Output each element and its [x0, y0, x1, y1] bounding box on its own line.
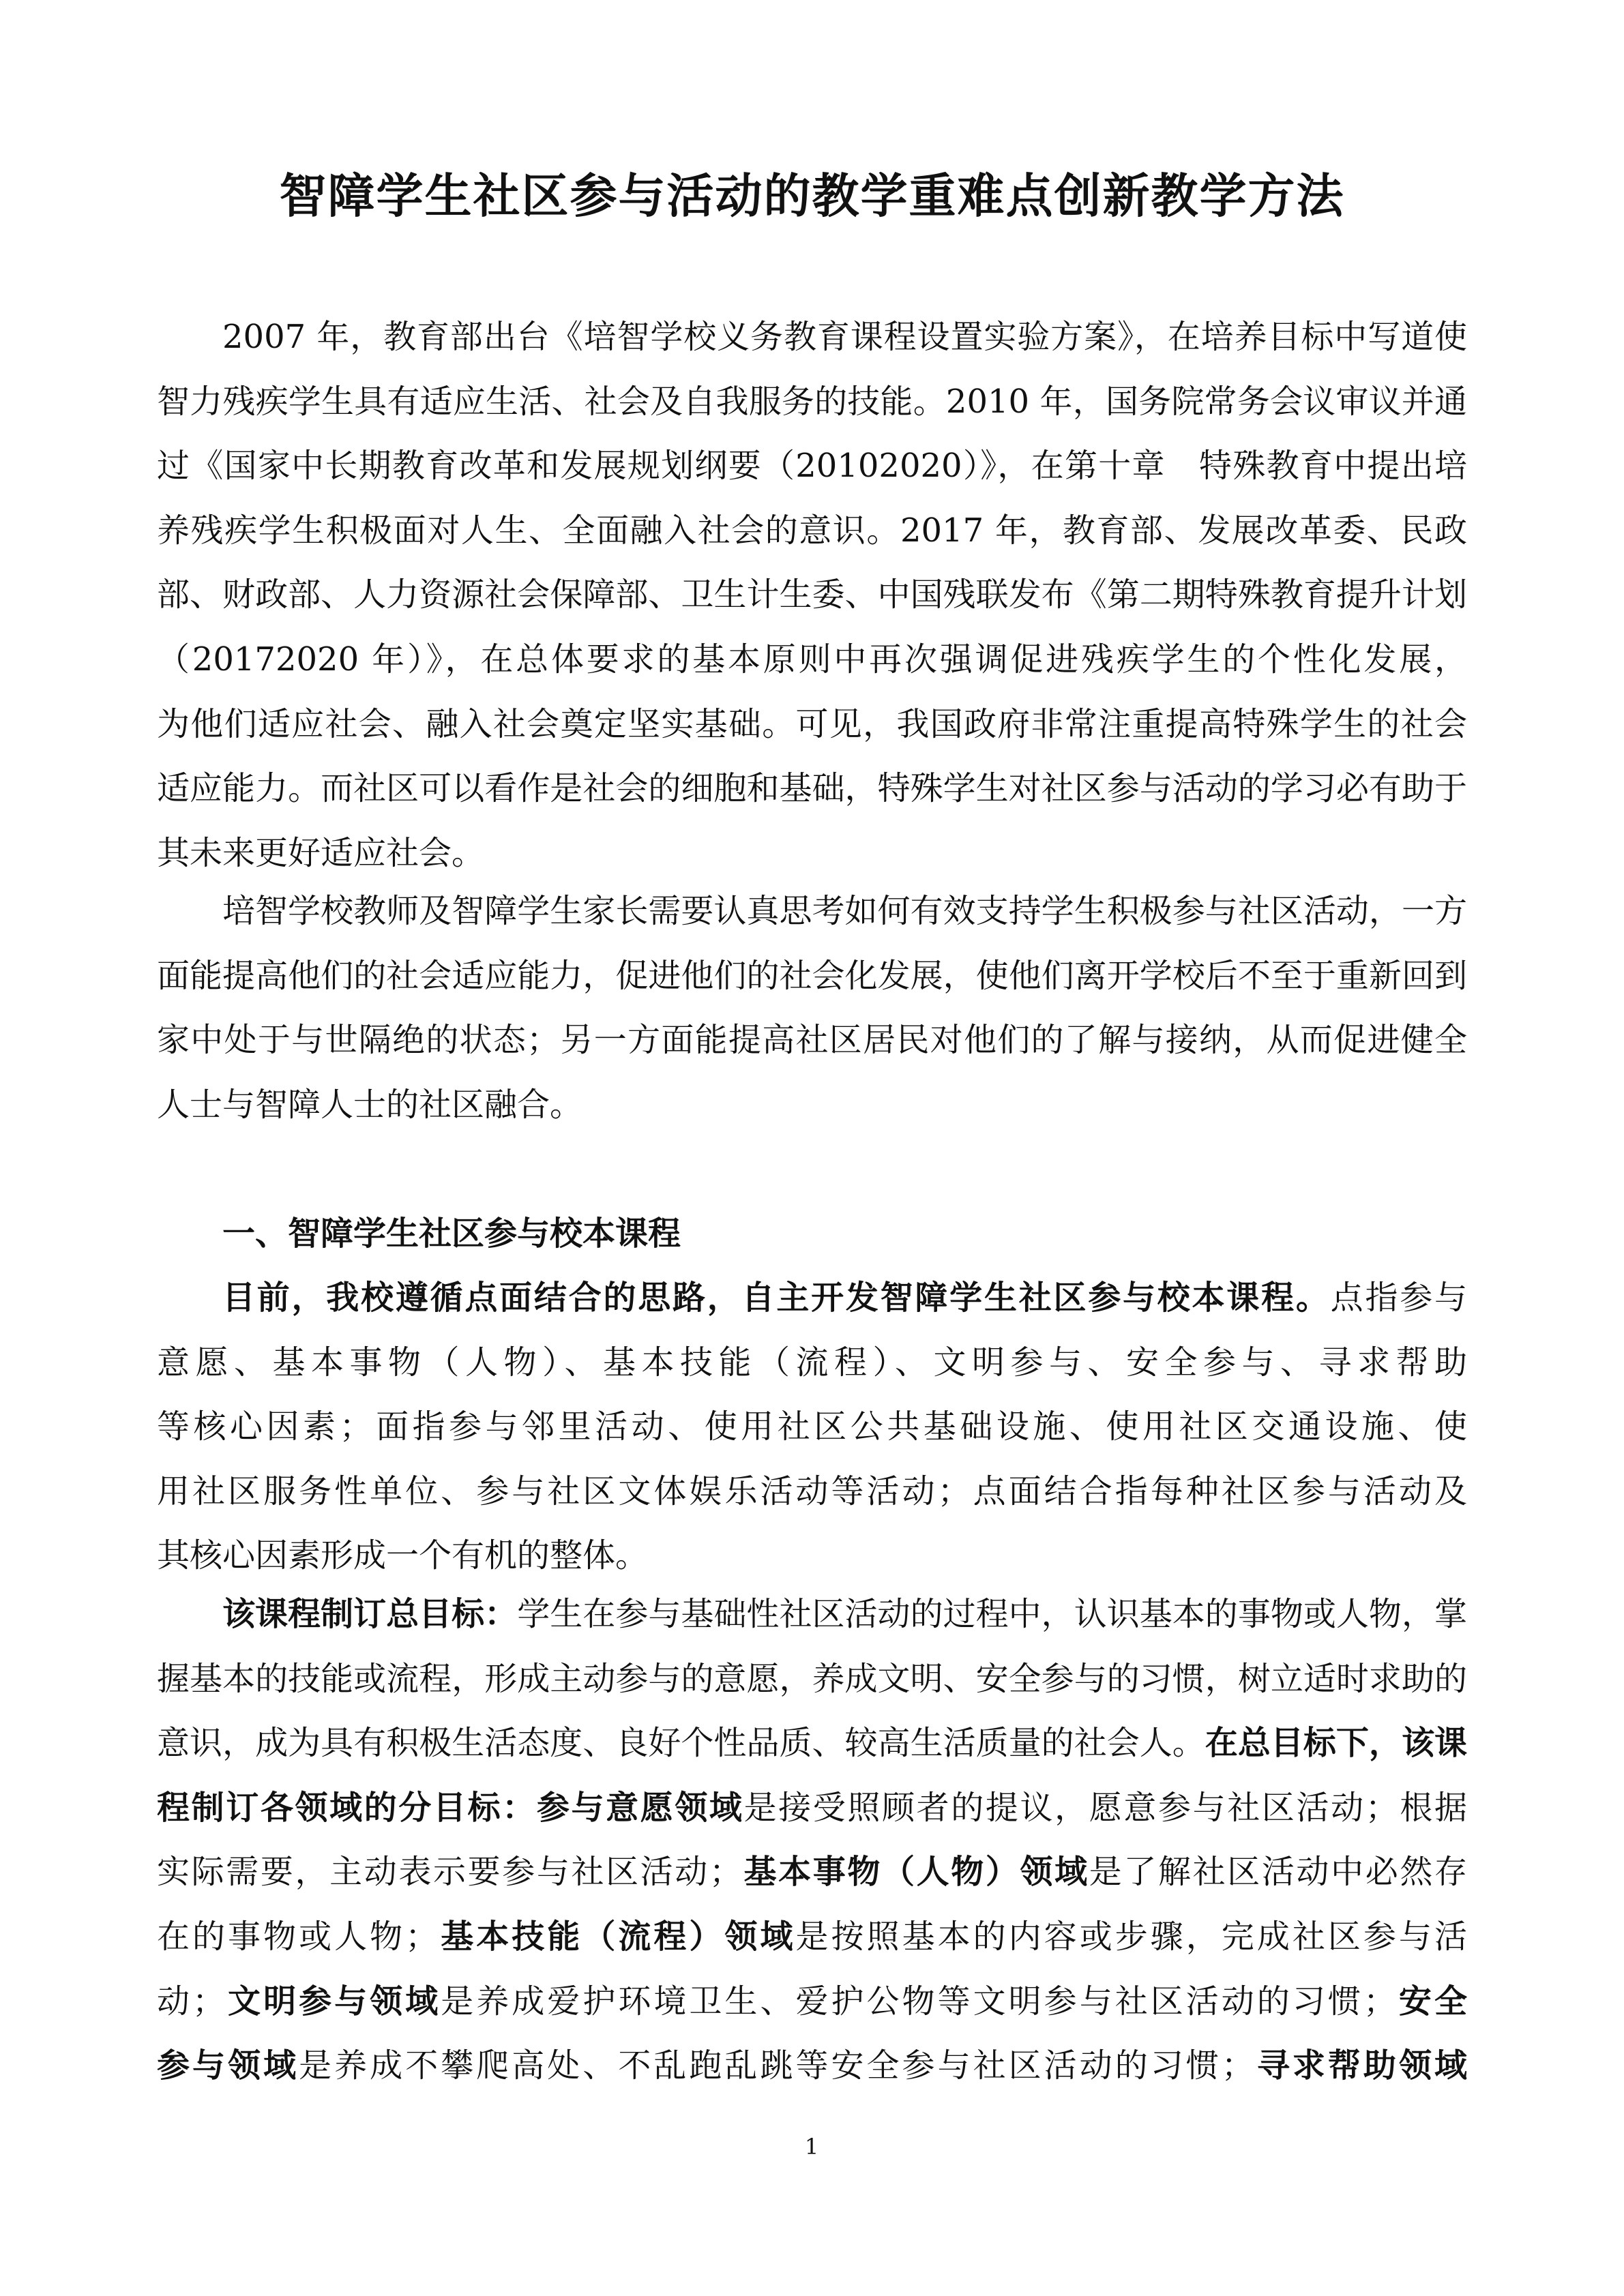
paragraph-line: 等核心因素；面指参与邻里活动、使用社区公共基础设施、使用社区交通设施、使	[157, 1407, 1467, 1446]
inline-text: 动；	[157, 1982, 226, 2021]
inline-text: 是养成不攀爬高处、不乱跑乱跳等安全参与社区活动的习惯；	[299, 2046, 1254, 2085]
bold-lead-text: 目前，我校遵循点面结合的思路，自主开发智障学生社区参与校本课程。	[222, 1279, 1331, 1317]
paragraph-line: 为他们适应社会、融入社会奠定坚实基础。可见，我国政府非常注重提高特殊学生的社会	[157, 704, 1467, 743]
bold-inline-text: 安全	[1396, 1982, 1467, 2021]
bold-lead-text: 该课程制订总目标：	[222, 1595, 518, 1633]
bold-inline-text: 寻求帮助领域	[1254, 2046, 1467, 2085]
paragraph-line	[157, 1582, 1467, 1647]
paragraph-line: 适应能力。而社区可以看作是社会的细胞和基础，特殊学生对社区参与活动的学习必有助于	[157, 769, 1467, 808]
bold-inline-text: 基本技能（流程）领域	[438, 1917, 796, 1956]
section-heading-text: 一、智障学生社区参与校本课程	[222, 1214, 681, 1253]
page-number: 1	[804, 2134, 819, 2160]
paragraph-line	[157, 1969, 1467, 2034]
paragraph-curriculum-overview	[157, 1266, 1467, 1588]
paragraph-line	[157, 1840, 1467, 1905]
bold-inline-text: 文明参与领域	[225, 1982, 441, 2021]
paragraph-community-integration	[157, 879, 1467, 1137]
inline-text: 是接受照顾者的提议，愿意参与社区活动；根据	[743, 1788, 1467, 1827]
inline-text: 学生在参与基础性社区活动的过程中，认识基本的事物或人物，掌	[517, 1595, 1467, 1633]
bold-inline-text: 参与领域	[157, 2046, 299, 2085]
paragraph-line: 其核心因素形成一个有机的整体。	[157, 1536, 649, 1575]
paragraph-line: 家中处于与世隔绝的状态；另一方面能提高社区居民对他们的了解与接纳，从而促进健全	[157, 1021, 1467, 1060]
paragraph-line	[157, 2033, 1467, 2098]
paragraph-line: （20172020 年）》，在总体要求的基本原则中再次强调促进残疾学生的个性化发展，	[157, 640, 1467, 679]
inline-text: 意识，成为具有积极生活态度、良好个性品质、较高生活质量的社会人。	[157, 1724, 1205, 1763]
paragraph-line: 意愿、基本事物（人物）、基本技能（流程）、文明参与、安全参与、寻求帮助	[157, 1343, 1467, 1382]
paragraph-line	[157, 1266, 1467, 1330]
paragraph-line: 部、财政部、人力资源社会保障部、卫生计生委、中国残联发布《第二期特殊教育提升计划	[157, 576, 1467, 614]
paragraph-line: 养残疾学生积极面对人生、全面融入社会的意识。2017 年，教育部、发展改革委、民政	[157, 511, 1467, 550]
inline-text: 在的事物或人物；	[157, 1917, 439, 1956]
paragraph-line: 握基本的技能或流程，形成主动参与的意愿，养成文明、安全参与的习惯，树立适时求助的	[157, 1659, 1467, 1698]
bold-inline-text: 程制订各领域的分目标：参与意愿领域	[157, 1788, 744, 1827]
inline-text: 实际需要，主动表示要参与社区活动；	[157, 1853, 742, 1892]
paragraph-line: 过《国家中长期教育改革和发展规划纲要（20102020）》，在第十章 特殊教育中提出培	[157, 447, 1467, 486]
paragraph-line	[157, 1776, 1467, 1840]
paragraph-line	[157, 1711, 1467, 1776]
page-title: 智障学生社区参与活动的教学重难点创新教学方法	[279, 169, 1345, 224]
paragraph-line	[157, 1905, 1467, 1969]
paragraph-line: 用社区服务性单位、参与社区文体娱乐活动等活动；点面结合指每种社区参与活动及	[157, 1472, 1467, 1510]
paragraph-line: 其未来更好适应社会。	[157, 833, 485, 872]
bold-inline-text: 基本事物（人物）领域	[741, 1853, 1089, 1892]
paragraph-line: 培智学校教师及智障学生家长需要认真思考如何有效支持学生积极参与社区活动，一方	[222, 892, 1467, 930]
paragraph-line: 面能提高他们的社会适应能力，促进他们的社会化发展，使他们离开学校后不至于重新回到	[157, 956, 1467, 995]
paragraph-line: 人士与智障人士的社区融合。	[157, 1085, 583, 1124]
paragraph-line: 2007 年，教育部出台《培智学校义务教育课程设置实验方案》，在培养目标中写道使	[222, 318, 1467, 356]
paragraph-policy-background	[157, 305, 1467, 885]
inline-text: 是养成爱护环境卫生、爱护公物等文明参与社区活动的习惯；	[441, 1982, 1396, 2021]
inline-text: 是按照基本的内容或步骤，完成社区参与活	[795, 1917, 1467, 1956]
paragraph-curriculum-goals	[157, 1582, 1467, 2098]
paragraph-line: 智力残疾学生具有适应生活、社会及自我服务的技能。2010 年，国务院常务会议审议并通	[157, 382, 1467, 421]
inline-text: 是了解社区活动中必然存	[1089, 1853, 1467, 1892]
bold-inline-text: 在总目标下，该课	[1205, 1724, 1467, 1763]
section-heading	[157, 1202, 1467, 1266]
inline-text: 点指参与	[1330, 1279, 1467, 1317]
